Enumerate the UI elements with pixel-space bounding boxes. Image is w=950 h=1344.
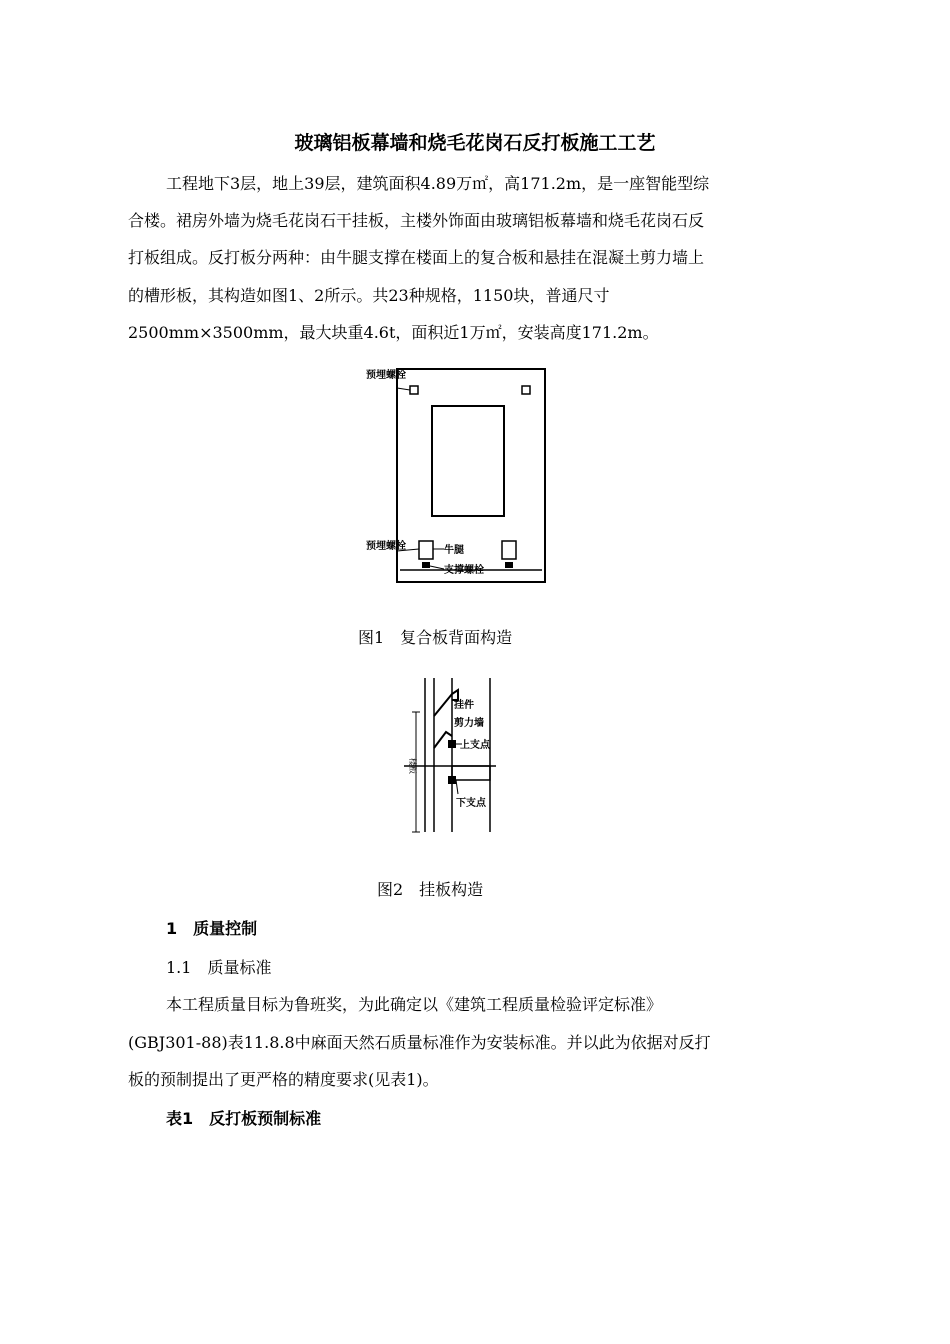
figure2-diagram: [392, 676, 504, 836]
embed-bolt-top-right: [522, 386, 530, 394]
section-1-heading: 1 质量控制: [166, 919, 258, 938]
body-line-1: 本工程质量目标为鲁班奖，为此确定以《建筑工程质量检验评定标准》: [166, 995, 663, 1014]
table-1-heading: 表1 反打板预制标准: [166, 1109, 322, 1128]
label-embed-bolt-bottom: 预埋螺栓: [366, 541, 406, 552]
support-bolt-right: [505, 562, 513, 568]
intro-line-1: 工程地下3层，地上39层，建筑面积4.89万㎡，高171.2m，是一座智能型综: [166, 174, 710, 193]
document-title: 玻璃铝板幕墙和烧毛花岗石反打板施工工艺: [294, 132, 656, 154]
body-line-2: (GBJ301-88)表11.8.8中麻面天然石质量标准作为安装标准。并以此为依据对反打: [128, 1033, 711, 1052]
label-support-bolt: 支撑螺栓: [444, 565, 484, 576]
intro-line-3: 打板组成。反打板分两种：由牛腿支撑在楼面上的复合板和悬挂在混凝土剪力墙上: [128, 248, 705, 267]
lower-support-point: [448, 776, 456, 784]
figure1-caption: 图1 复合板背面构造: [358, 628, 513, 647]
intro-line-2: 合楼。裙房外墙为烧毛花岗石干挂板，主楼外饰面由玻璃铝板幕墙和烧毛花岗石反: [128, 211, 705, 230]
label-hanger: 挂件: [454, 700, 474, 711]
label-shear-wall: 剪力墙: [454, 718, 484, 729]
label-embed-bolt-top: 预埋螺栓: [366, 370, 406, 381]
intro-line-5: 2500mm×3500mm，最大块重4.6t，面积近1万㎡，安装高度171.2m。: [128, 323, 659, 342]
label-upper-support: 上支点: [460, 740, 490, 751]
corbel-left: [419, 541, 433, 559]
embed-bolt-top-left: [410, 386, 418, 394]
label-lower-support: 下支点: [456, 798, 486, 809]
section-1-1-heading: 1.1 质量标准: [166, 958, 272, 977]
body-line-3: 板的预制提出了更严格的精度要求(见表1)。: [128, 1070, 439, 1089]
figure1-diagram: [364, 366, 548, 586]
label-corbel: 牛腿: [444, 545, 464, 556]
figure2-caption: 图2 挂板构造: [377, 880, 484, 899]
floor-slab: [452, 766, 490, 780]
support-bolt-left: [422, 562, 430, 568]
upper-support-point: [448, 740, 456, 748]
window-opening: [432, 406, 504, 516]
label-slab-thickness: 楼板: [408, 758, 417, 774]
intro-line-4: 的槽形板，其构造如图1、2所示。共23种规格，1150块，普通尺寸: [128, 286, 610, 305]
corbel-right: [502, 541, 516, 559]
